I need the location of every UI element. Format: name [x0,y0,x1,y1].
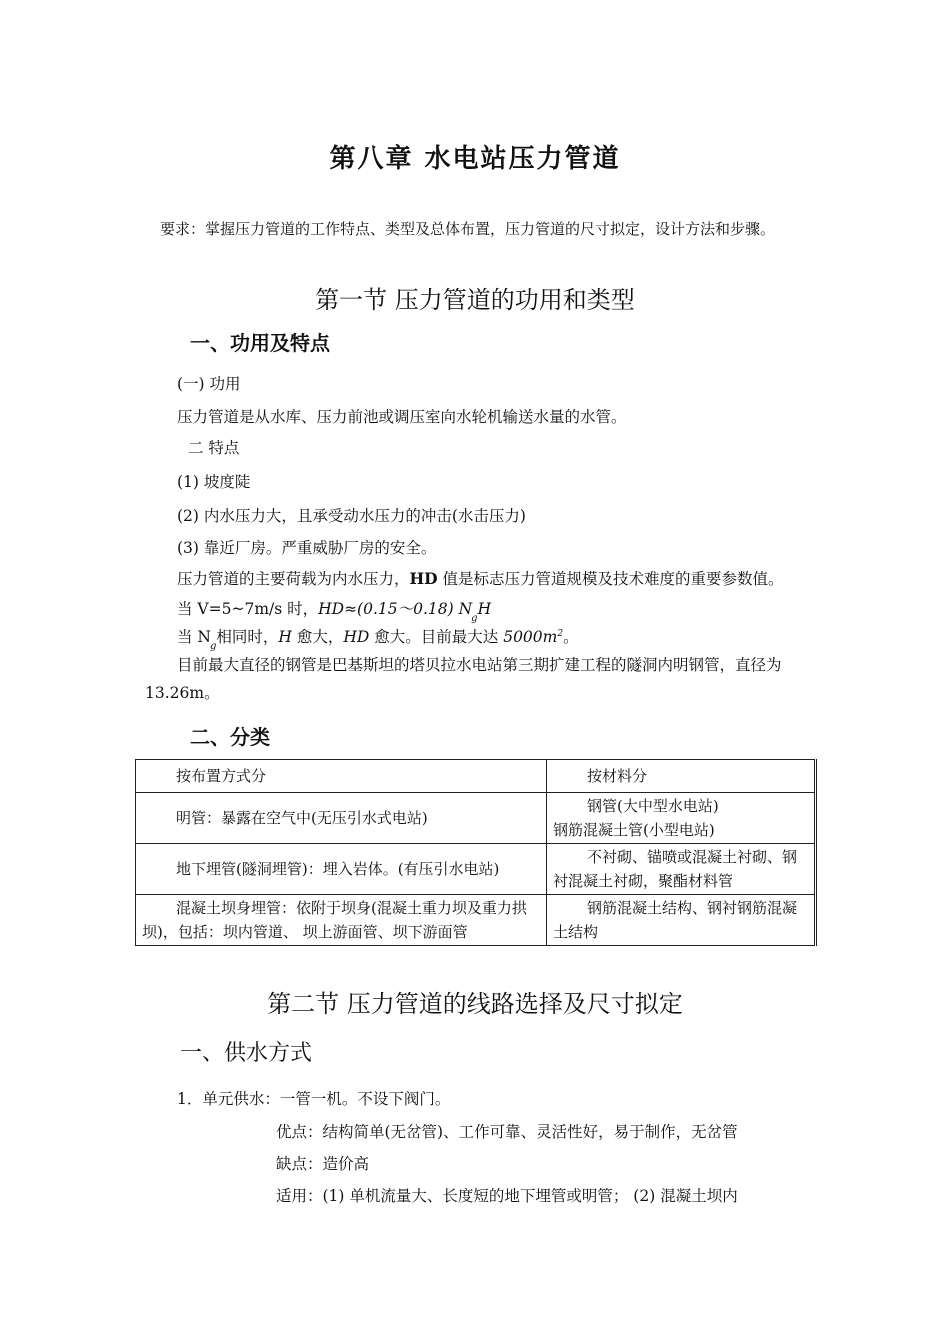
requirement-label: 要求： [160,220,206,238]
pros-text: 优点：结构简单(无岔管)、工作可靠、灵活性好，易于制作，无岔管 [276,1123,738,1141]
section2-title: 第二节 压力管道的线路选择及尺寸拟定 [267,990,683,1018]
table-cell: 混凝土坝身埋管：依附于坝身(混凝土重力坝及重力拱坝)，包括：坝内管道、 坝上游面管、坝下游面管 [136,895,547,946]
table-cell: 地下埋管(隧洞埋管)：埋入岩体。(有压引水电站) [136,844,547,895]
heading-supply-mode: 一、供水方式 [180,1041,313,1066]
subheading-features: 二 特点 [188,439,240,457]
heading-functions: 一、功用及特点 [190,331,330,355]
feature-item-1: (1) 坡度陡 [177,473,251,491]
table-row [136,895,816,946]
supply-item-1: 1．单元供水：一管一机。不设下阀门。 [177,1090,451,1108]
table-cell: 钢管(大中型水电站) 钢筋混凝土管(小型电站) [547,793,816,844]
chapter-title: 第八章 水电站压力管道 [329,144,621,174]
section1-title: 第一节 压力管道的功用和类型 [315,286,635,314]
velocity-formula: 当 V=5~7m/s 时，HD≈(0.15～0.18) $N_gH$ [177,600,492,624]
hd-paragraph: 压力管道的主要荷载为内水压力，HD 值是标志压力管道规模及技术难度的重要参数值。 [177,569,784,588]
feature-item-3: (3) 靠近厂房。严重威胁厂房的安全。 [177,539,437,557]
feature-item-2: (2) 内水压力大，且承受动水压力的冲击(水击压力) [177,507,526,525]
cons-text: 缺点：造价高 [276,1155,370,1173]
requirement-text: 掌握压力管道的工作特点、类型及总体布置，压力管道的尺寸拟定，设计方法和步骤。 [205,220,776,238]
table-cell: 明管：暴露在空气中(无压引水式电站) [136,793,547,844]
function-text: 压力管道是从水库、压力前池或调压室向水轮机输送水量的水管。 [177,408,627,426]
largest-pipe-paragraph: 目前最大直径的钢管是巴基斯坦的塔贝拉水电站第三期扩建工程的隧洞内明钢管，直径为 13.26m。 [145,656,782,702]
table-row [136,844,816,895]
subheading-function: (一) 功用 [177,375,241,393]
table-header-material: 按材料分 [547,760,816,793]
heading-classification: 二、分类 [190,725,270,749]
table-cell: 不衬砌、锚喷或混凝土衬砌、钢衬混凝土衬砌，聚酯材料管 [547,844,816,895]
table-cell: 钢筋混凝土结构、钢衬钢筋混凝土结构 [547,895,816,946]
table-header-layout: 按布置方式分 [136,760,547,793]
requirement-paragraph [145,216,825,243]
classification-table [135,759,817,946]
table-header-row [136,760,816,793]
table-row [136,793,816,844]
ng-paragraph: 当 $N_g$相同时，H 愈大，HD 愈大。目前最大达 $5000m^2$。 [177,628,579,652]
apply-text: 适用：(1) 单机流量大、长度短的地下埋管或明管； (2) 混凝土坝内 [276,1187,738,1205]
